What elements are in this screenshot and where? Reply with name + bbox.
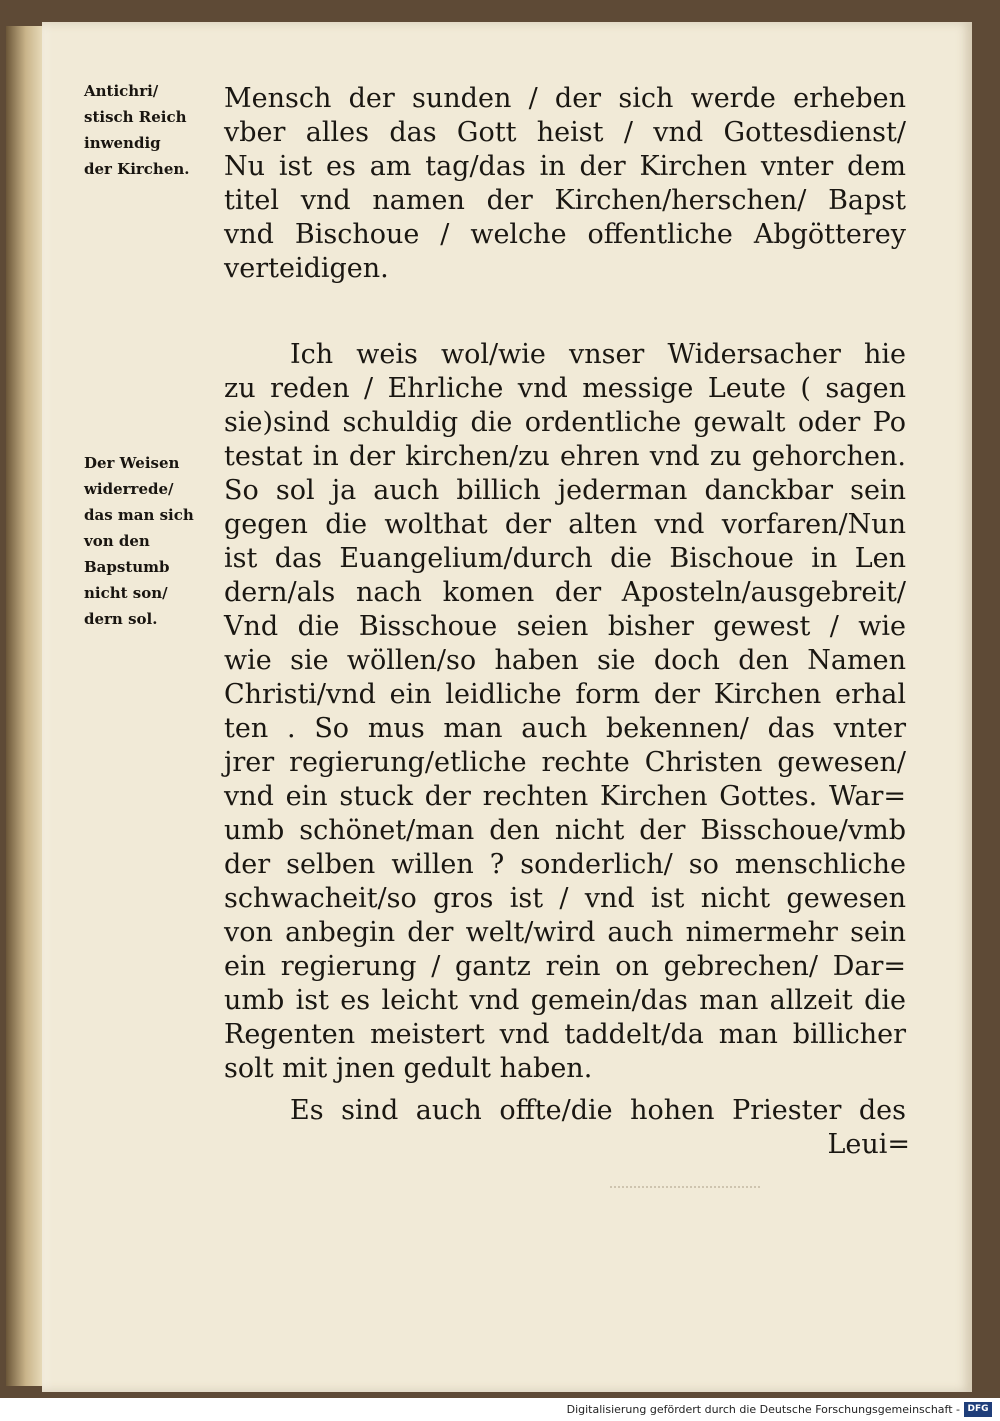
- page-edge: [6, 26, 42, 1386]
- faint-show-through: [610, 1186, 760, 1210]
- text-line: von anbegin der welt/wird auch nimermehr sein: [224, 917, 906, 948]
- text-line: schwacheit/so gros ist / vnd ist nicht gewesen: [224, 883, 906, 914]
- text-line: dern/als nach komen der Aposteln/ausgebreit/: [224, 577, 906, 608]
- text-line: titel vnd namen der Kirchen/herschen/ Bapst: [224, 185, 906, 216]
- marginal-note-2: [84, 450, 224, 632]
- marginal-note-line: stisch Reich: [84, 108, 187, 126]
- marginal-note-line: Der Weisen: [84, 454, 180, 472]
- text-line: sie)sind schuldig die ordentliche gewalt oder Po: [224, 407, 906, 438]
- text-line: So sol ja auch billich jederman danckbar sein: [224, 475, 906, 506]
- text-line: Vnd die Bisschoue seien bisher gewest / wie: [224, 611, 906, 642]
- text-line: wie sie wöllen/so haben sie doch den Namen: [224, 645, 906, 676]
- marginal-note-1: [84, 78, 224, 182]
- catchword: Leui=: [827, 1129, 910, 1160]
- marginal-note-line: Antichri/: [84, 82, 159, 100]
- text-line: Nu ist es am tag/das in der Kirchen vnter dem: [224, 151, 906, 182]
- text-line: zu reden / Ehrliche vnd messige Leute ( sagen: [224, 373, 906, 404]
- text-line: vber alles das Gott heist / vnd Gottesdienst/: [224, 117, 906, 148]
- footer-bar: [0, 1398, 1000, 1421]
- text-line: Ich weis wol/wie vnser Widersacher hie: [290, 339, 906, 370]
- marginal-note-line: dern sol.: [84, 610, 158, 628]
- text-line: vnd Bischoue / welche offentliche Abgötterey: [224, 219, 906, 250]
- text-line: Regenten meistert vnd taddelt/da man billicher: [224, 1019, 906, 1050]
- marginal-note-line: von den: [84, 532, 150, 550]
- text-line: jrer regierung/etliche rechte Christen gewesen/: [224, 747, 906, 778]
- marginal-note-line: Bapstumb: [84, 558, 170, 576]
- text-line: der selben willen ? sonderlich/ so menschliche: [224, 849, 906, 880]
- marginal-note-line: widerrede/: [84, 480, 174, 498]
- text-line: solt mit jnen gedult haben.: [224, 1053, 593, 1084]
- text-line: Es sind auch offte/die hohen Priester des: [290, 1095, 906, 1126]
- footer-credit: Digitalisierung gefördert durch die Deutsche Forschungsgemeinschaft -: [566, 1403, 960, 1416]
- text-line: Christi/vnd ein leidliche form der Kirchen erhal: [224, 679, 906, 710]
- marginal-note-line: inwendig: [84, 134, 161, 152]
- marginal-note-line: das man sich: [84, 506, 194, 524]
- marginal-note-line: der Kirchen.: [84, 160, 190, 178]
- text-line: umb schönet/man den nicht der Bisschoue/vmb: [224, 815, 906, 846]
- text-line: Mensch der sunden / der sich werde erheben: [224, 83, 906, 114]
- text-line: verteidigen.: [224, 253, 389, 284]
- text-line: ten . So mus man auch bekennen/ das vnter: [224, 713, 906, 744]
- text-line: ein regierung / gantz rein on gebrechen/ Dar=: [224, 951, 906, 982]
- text-line: vnd ein stuck der rechten Kirchen Gottes. War=: [224, 781, 906, 812]
- text-line: testat in der kirchen/zu ehren vnd zu gehorchen.: [224, 441, 906, 472]
- marginal-note-line: nicht son/: [84, 584, 168, 602]
- text-line: umb ist es leicht vnd gemein/das man allzeit die: [224, 985, 906, 1016]
- dfg-logo: DFG: [964, 1402, 992, 1417]
- text-line: ist das Euangelium/durch die Bischoue in Len: [224, 543, 906, 574]
- text-line: gegen die wolthat der alten vnd vorfaren/Nun: [224, 509, 906, 540]
